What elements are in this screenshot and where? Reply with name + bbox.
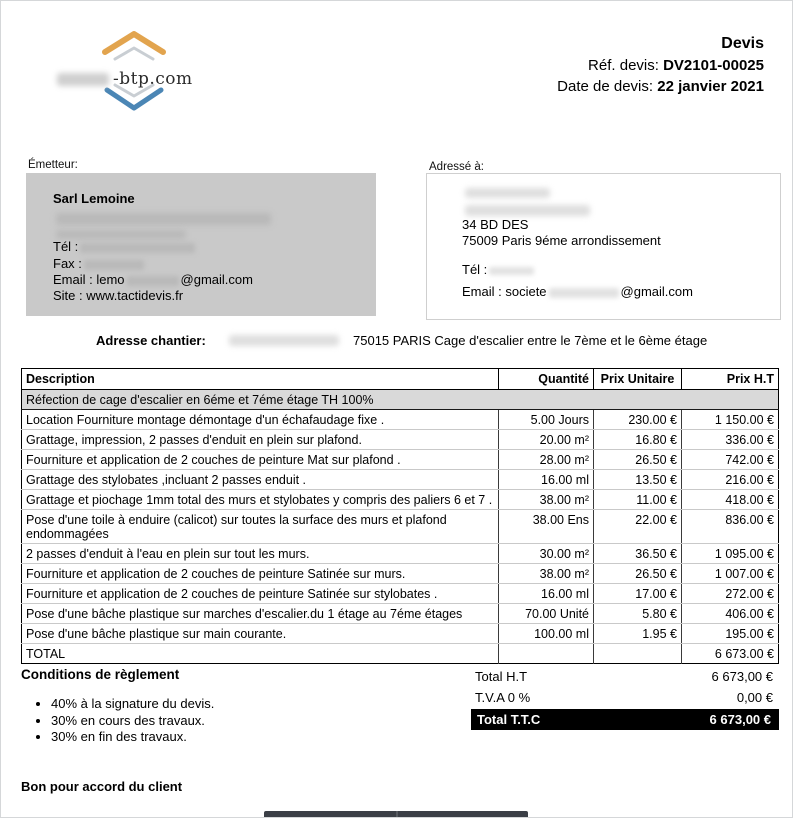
cell-total: 1 007.00 €	[682, 564, 779, 584]
redacted-sender-address	[56, 213, 271, 225]
sender-email-suffix: @gmail.com	[180, 272, 253, 287]
cell-unit-price: 36.50 €	[594, 544, 682, 564]
table-row	[22, 584, 779, 604]
company-logo	[89, 27, 229, 117]
sender-email-prefix: lemo	[96, 272, 125, 287]
payment-term-item: • 30% en fin des travaux.	[51, 729, 214, 746]
payment-term-item: • 30% en cours des travaux.	[51, 713, 214, 730]
recipient-email-suffix: @gmail.com	[620, 284, 693, 299]
table-row	[22, 490, 779, 510]
cell-description: 2 passes d'enduit à l'eau en plein sur tout les murs.	[22, 544, 499, 564]
column-header-total: Prix H.T	[682, 369, 779, 390]
total-ht-value: 6 673,00 €	[711, 669, 773, 684]
cell-quantity: 38.00 m²	[499, 564, 594, 584]
table-row	[22, 544, 779, 564]
cell-quantity: 100.00 ml	[499, 624, 594, 644]
recipient-section-label: Adressé à:	[429, 161, 484, 173]
total-ttc-value: 6 673,00 €	[709, 712, 771, 727]
sender-site-label: Site :	[53, 288, 87, 303]
redacted-sender-address	[56, 230, 186, 239]
cell-description: Fourniture et application de 2 couches de peinture Mat sur plafond .	[22, 450, 499, 470]
cell-total: 836.00 €	[682, 510, 779, 544]
doc-header	[557, 33, 764, 97]
cell-quantity: 38.00 Ens	[499, 510, 594, 544]
cell-quantity: 16.00 ml	[499, 584, 594, 604]
sender-site-line	[53, 288, 183, 303]
redacted-sender-fax	[84, 260, 144, 270]
cell-total: 1 095.00 €	[682, 544, 779, 564]
logo-text: -btp.com	[113, 69, 193, 89]
cell-quantity: 70.00 Unité	[499, 604, 594, 624]
total-tva-value: 0,00 €	[736, 690, 773, 705]
payment-terms-list	[51, 696, 214, 746]
total-ht-row	[471, 666, 779, 687]
cell-unit-price: 230.00 €	[594, 410, 682, 430]
cell-unit-price: 5.80 €	[594, 604, 682, 624]
sender-fax-label: Fax :	[53, 256, 82, 271]
bottom-bar	[264, 811, 528, 818]
cell-quantity: 16.00 ml	[499, 470, 594, 490]
table-row	[22, 564, 779, 584]
section-row-label: Réfection de cage d'escalier en 6éme et 7éme étage TH 100%	[22, 390, 779, 410]
cell-unit-price: 1.95 €	[594, 624, 682, 644]
sender-box	[26, 173, 376, 316]
table-row	[22, 624, 779, 644]
total-row-label: TOTAL	[26, 646, 66, 661]
sender-email-line	[53, 272, 253, 287]
cell-description: Pose d'une toile à enduire (calicot) sur toutes la surface des murs et plafond endommagées	[22, 510, 499, 544]
cell-total: 406.00 €	[682, 604, 779, 624]
table-section-row	[22, 390, 779, 410]
cell-quantity: 5.00 Jours	[499, 410, 594, 430]
recipient-email-prefix: societe	[505, 284, 547, 299]
cell-quantity: 38.00 m²	[499, 490, 594, 510]
doc-title: Devis	[721, 35, 764, 52]
cell-description: Fourniture et application de 2 couches de peinture Satinée sur stylobates .	[22, 584, 499, 604]
doc-ref-line	[557, 55, 764, 76]
invoice-items-table	[21, 368, 779, 664]
cell-description: Location Fourniture montage démontage d'un échafaudage fixe .	[22, 410, 499, 430]
cell-description: Pose d'une bâche plastique sur marches d'escalier.du 1 étage au 7éme étages	[22, 604, 499, 624]
cell-total: 418.00 €	[682, 490, 779, 510]
total-tva-label: T.V.A 0 %	[475, 690, 531, 705]
redacted-recipient-tel	[489, 267, 534, 275]
sender-tel-line	[53, 239, 197, 254]
redacted-recipient-name	[465, 188, 550, 198]
cell-description: Fourniture et application de 2 couches de peinture Satinée sur murs.	[22, 564, 499, 584]
redacted-sender-email	[127, 276, 179, 286]
cell-total: 336.00 €	[682, 430, 779, 450]
table-row	[22, 510, 779, 544]
cell-quantity: 30.00 m²	[499, 544, 594, 564]
cell-quantity: 20.00 m²	[499, 430, 594, 450]
cell-total: 216.00 €	[682, 470, 779, 490]
doc-ref-label: Réf. devis:	[588, 57, 664, 74]
recipient-tel-line	[462, 262, 536, 277]
cell-unit-price: 11.00 €	[594, 490, 682, 510]
cell-quantity: 28.00 m²	[499, 450, 594, 470]
doc-ref-value: DV2101-00025	[663, 57, 764, 74]
redacted-logo-text	[57, 73, 109, 86]
doc-date-label: Date de devis:	[557, 78, 658, 95]
cell-total: 742.00 €	[682, 450, 779, 470]
cell-total: 1 150.00 €	[682, 410, 779, 430]
table-total-row	[22, 644, 779, 664]
doc-date-value: 22 janvier 2021	[657, 78, 764, 95]
table-row	[22, 450, 779, 470]
table-row	[22, 470, 779, 490]
table-row	[22, 430, 779, 450]
cell-total: 272.00 €	[682, 584, 779, 604]
table-row	[22, 410, 779, 430]
recipient-email-label: Email :	[462, 284, 506, 299]
redacted-recipient-line	[465, 205, 590, 216]
redacted-recipient-email	[549, 288, 619, 298]
doc-date-line	[557, 76, 764, 97]
worksite-value: 75015 PARIS Cage d'escalier entre le 7ème et le 6ème étage	[353, 333, 708, 348]
total-ht-label: Total H.T	[475, 669, 528, 684]
invoice-table-body	[22, 390, 779, 664]
sender-section-label: Émetteur:	[28, 159, 78, 171]
cell-description: Grattage, impression, 2 passes d'enduit en plein sur plafond.	[22, 430, 499, 450]
table-row	[22, 604, 779, 624]
redacted-worksite-address	[229, 335, 339, 346]
worksite-label: Adresse chantier:	[96, 333, 206, 348]
total-row-empty-unit-price	[594, 644, 682, 664]
total-ttc-row	[471, 709, 779, 730]
cell-unit-price: 13.50 €	[594, 470, 682, 490]
cell-total: 195.00 €	[682, 624, 779, 644]
recipient-box	[426, 173, 781, 320]
redacted-sender-tel	[80, 243, 195, 253]
cell-unit-price: 16.80 €	[594, 430, 682, 450]
cell-unit-price: 17.00 €	[594, 584, 682, 604]
recipient-address-line2: 75009 Paris 9éme arrondissement	[462, 233, 661, 248]
cell-description: Grattage et piochage 1mm total des murs et stylobates y compris des paliers 6 et 7 .	[22, 490, 499, 510]
payment-term-item: • 40% à la signature du devis.	[51, 696, 214, 713]
recipient-tel-label: Tél :	[462, 262, 488, 277]
cell-unit-price: 22.00 €	[594, 510, 682, 544]
sender-fax-line	[53, 256, 146, 271]
payment-terms	[21, 667, 214, 746]
total-tva-row	[471, 687, 779, 708]
cell-description: Grattage des stylobates ,incluant 2 passes enduit .	[22, 470, 499, 490]
sender-site-value: www.tactidevis.fr	[86, 288, 184, 303]
recipient-email-line	[462, 284, 693, 299]
cell-unit-price: 26.50 €	[594, 564, 682, 584]
totals-block	[471, 666, 779, 730]
client-approval-text: Bon pour accord du client	[21, 779, 183, 794]
sender-name: Sarl Lemoine	[53, 191, 135, 206]
sender-tel-label: Tél :	[53, 239, 79, 254]
table-header-row	[22, 369, 779, 390]
column-header-description: Description	[22, 369, 499, 390]
recipient-address-line1: 34 BD DES	[462, 217, 529, 232]
total-row-value: 6 673.00 €	[682, 644, 779, 664]
total-ttc-label: Total T.T.C	[477, 712, 541, 727]
column-header-quantity: Quantité	[499, 369, 594, 390]
sender-email-label: Email :	[53, 272, 97, 287]
cell-unit-price: 26.50 €	[594, 450, 682, 470]
cell-description: Pose d'une bâche plastique sur main courante.	[22, 624, 499, 644]
column-header-unit-price: Prix Unitaire	[594, 369, 682, 390]
payment-terms-title: Conditions de règlement	[21, 667, 180, 682]
total-row-empty-quantity	[499, 644, 594, 664]
